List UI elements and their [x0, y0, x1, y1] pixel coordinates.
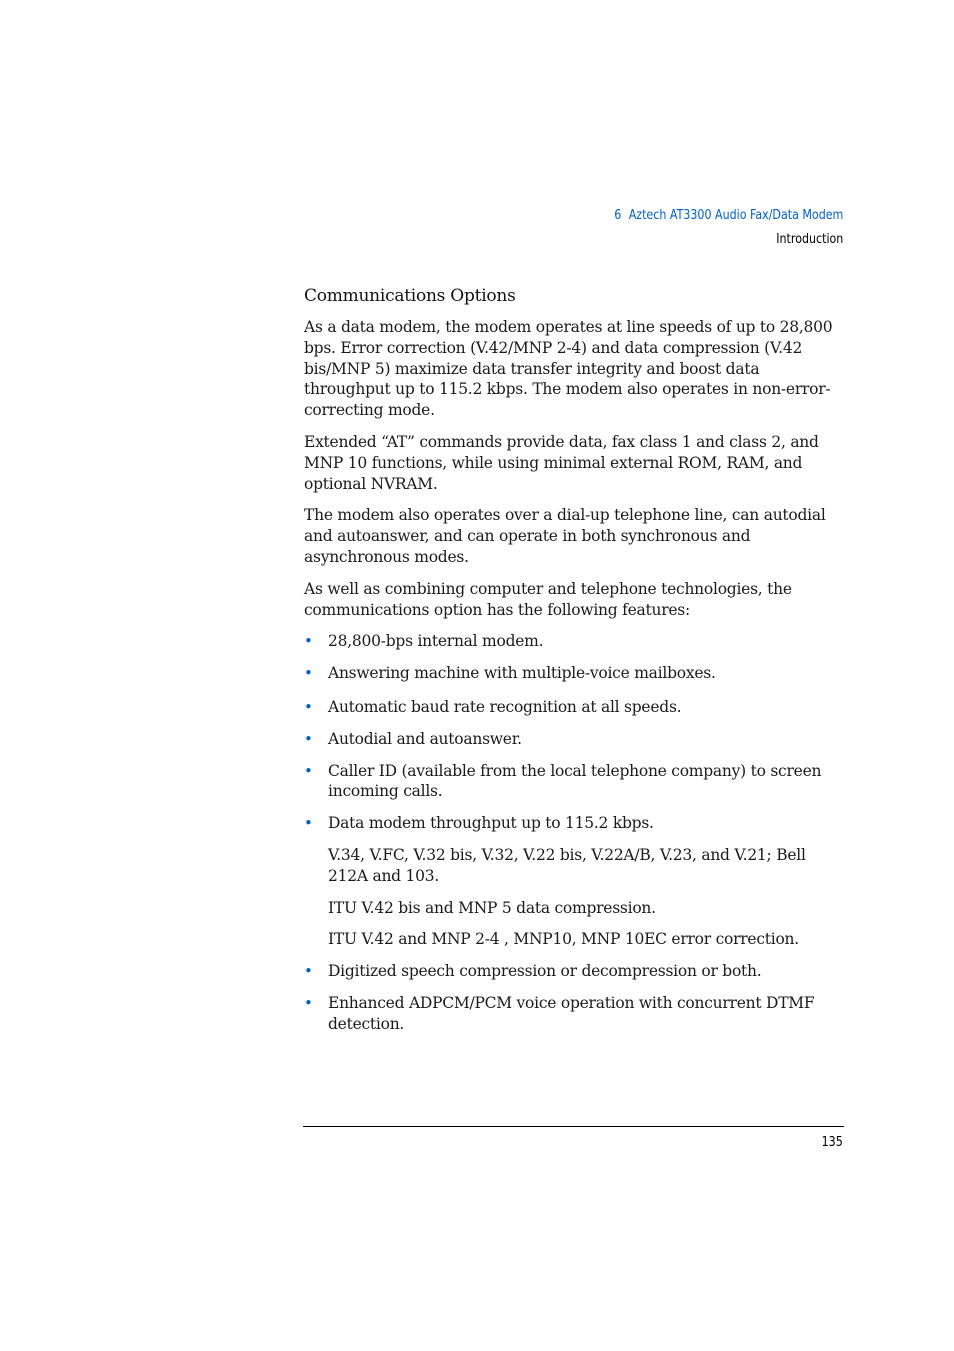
- list-item: [304, 813, 834, 834]
- sub-paragraph: ITU V.42 and MNP 2-4 , MNP10, MNP 10EC error correction.: [328, 930, 799, 949]
- list-item-text: Answering machine with multiple-voice mailboxes.: [328, 664, 716, 683]
- list-item-text: Autodial and autoanswer.: [328, 729, 522, 748]
- bullet-icon: •: [304, 729, 313, 748]
- sub-paragraph: V.34, V.FC, V.32 bis, V.32, V.22 bis, V.22A/B, V.23, and V.21; Bell 212A and 103.: [328, 845, 806, 885]
- footer-rule: [303, 1126, 844, 1127]
- bullet-icon: •: [304, 697, 313, 716]
- chapter-number: 6: [613, 207, 621, 223]
- running-header: [614, 205, 843, 249]
- list-item-text: Enhanced ADPCM/PCM voice operation with concurrent DTMF detection.: [328, 993, 815, 1033]
- section-heading: Communications Options: [304, 286, 516, 306]
- page-content: [304, 285, 834, 1046]
- section-title: Introduction: [775, 231, 843, 247]
- list-item-text: Digitized speech compression or decompression or both.: [328, 962, 762, 981]
- page-number: 135: [821, 1134, 843, 1150]
- list-item: [304, 663, 834, 684]
- list-item-text: Data modem throughput up to 115.2 kbps.: [328, 814, 654, 833]
- paragraph: Extended “AT” commands provide data, fax class 1 and class 2, and MNP 10 functions, while using minimal external ROM, RAM, and optional NVRAM.: [304, 432, 819, 493]
- sub-paragraph: ITU V.42 bis and MNP 5 data compression.: [328, 898, 656, 917]
- feature-list: [304, 631, 834, 834]
- list-item: [304, 729, 834, 750]
- list-item-text: 28,800-bps internal modem.: [328, 632, 544, 651]
- bullet-icon: •: [304, 993, 313, 1012]
- list-item: [304, 993, 834, 1035]
- list-item: [304, 761, 834, 803]
- bullet-icon: •: [304, 664, 313, 683]
- bullet-icon: •: [304, 814, 313, 833]
- chapter-title-text: Aztech AT3300 Audio Fax/Data Modem: [628, 207, 843, 223]
- paragraph: As a data modem, the modem operates at line speeds of up to 28,800 bps. Error correction (V.42/MNP 2-4) and data compression (V.42 bis/MNP 5) maximize data transfer integrity and boost data throughput up to 115.2 kbps. The modem also operates in non-error-correcting mode.: [304, 318, 833, 420]
- list-item: [304, 961, 834, 982]
- chapter-title: [614, 205, 843, 225]
- feature-list-continued: [304, 961, 834, 1034]
- bullet-icon: •: [304, 632, 313, 651]
- list-item: [304, 697, 834, 718]
- bullet-icon: •: [304, 761, 313, 780]
- paragraph: As well as combining computer and telephone technologies, the communications option has the following features:: [304, 579, 792, 619]
- list-item: [304, 631, 834, 652]
- list-item-text: Caller ID (available from the local telephone company) to screen incoming calls.: [328, 761, 822, 801]
- bullet-icon: •: [304, 962, 313, 981]
- list-item-text: Automatic baud rate recognition at all speeds.: [328, 697, 682, 716]
- paragraph: The modem also operates over a dial-up telephone line, can autodial and autoanswer, and can operate in both synchronous and asynchronous modes.: [304, 506, 826, 566]
